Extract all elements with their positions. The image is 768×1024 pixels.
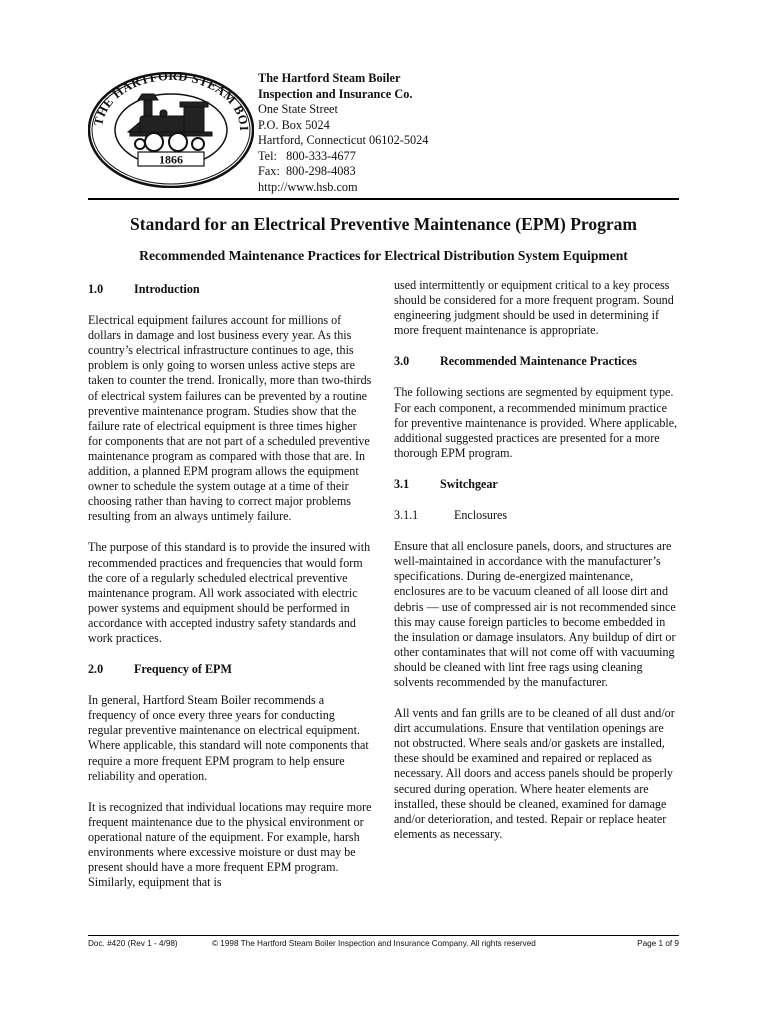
subsection-heading-3-1-1	[394, 508, 678, 523]
company-name-line2: Inspection and Insurance Co.	[258, 86, 413, 101]
paragraph: used intermittently or equipment critical to a key process should be considered for a more frequent program. Sound engineering judgment should be used in determining if more frequent maintenance is appropriate.	[394, 278, 674, 338]
header-rule	[88, 198, 679, 200]
company-fax: Fax: 800-298-4083	[258, 164, 356, 178]
section-heading-1	[88, 282, 372, 297]
footer-rule	[88, 935, 679, 936]
copyright-notice: © 1998 The Hartford Steam Boiler Inspection and Insurance Company. All rights reserved	[212, 939, 536, 948]
company-tel: Tel: 800-333-4677	[258, 148, 356, 163]
paragraph: All vents and fan grills are to be cleaned of all dust and/or dirt accumulations. Ensure that ventilation openings are not obstructed. Where seals and/or gaskets are installed, these should be examined and repaired or replaced as necessary. All doors and access panels should be properly secured during operation. Where heater elements are installed, these should be cleaned, examined for damage and/or deterioration, and tested. Repair or replace heater elements as necessary.	[394, 706, 675, 841]
section-heading-3-1	[394, 477, 678, 492]
subsection-number: 3.1.1	[394, 508, 419, 523]
company-name-line1: The Hartford Steam Boiler	[258, 71, 401, 85]
locomotive-seal-icon	[88, 72, 254, 188]
paragraph: The purpose of this standard is to provide the insured with recommended practices and frequencies that would form the core of a regularly scheduled electrical preventive maintenance program. All work associated with electric power systems and equipment should be performed in accordance with accepted industry safety standards and work practices.	[88, 540, 371, 645]
section-heading-2	[88, 662, 372, 677]
section-title: Introduction	[134, 282, 200, 296]
paragraph: Electrical equipment failures account for millions of dollars in damage and lost business every year. As this country’s electrical infrastructure continues to age, this problem is only going to worsen unless active steps are taken to counter the trend. Ironically, more than two-thirds of electrical system failures can be prevented by a routine preventive maintenance program. Studies show that the failure rate of electrical equipment is three times higher for components that are not part of a scheduled preventive maintenance program as compared with those that are. In addition, a planned EPM program allows the equipment owner to schedule the system outage at a time of their choosing rather than having to correct major problems resulting from an always untimely failure.	[88, 313, 372, 524]
section-title: Switchgear	[440, 476, 498, 491]
section-number: 3.0	[394, 354, 410, 369]
section-number: 1.0	[88, 282, 104, 296]
paragraph: In general, Hartford Steam Boiler recommends a frequency of once every three years for conducting regular preventive maintenance on electrical equipment. Where applicable, this standard will note components that require a more frequent EPM program to help ensure reliability and operation.	[88, 693, 369, 783]
page-number: Page 1 of 9	[637, 939, 679, 948]
company-po-box: P.O. Box 5024	[258, 117, 330, 132]
section-title: Frequency of EPM	[134, 662, 232, 677]
document-title: Standard for an Electrical Preventive Maintenance (EPM) Program	[130, 214, 637, 234]
subsection-title: Enclosures	[454, 508, 508, 523]
company-city: Hartford, Connecticut 06102-5024	[258, 133, 429, 147]
section-title: Recommended Maintenance Practices	[440, 354, 637, 369]
logo-year: 1866	[159, 152, 183, 167]
logo-ring-text: THE HARTFORD STEAM BOI	[91, 72, 252, 132]
left-column	[88, 282, 372, 906]
section-heading-3	[394, 354, 678, 369]
paragraph: Ensure that all enclosure panels, doors, and structures are well-maintained in accordance with the manufacturer’s specifications. During de-energized maintenance, enclosures are to be vacuum cleaned of all loose dirt and debris — use of compressed air is not recommended since this may cause foreign particles to become embedded in the insulation or damage insulators. Any buildup of dirt or other contaminates that will not come off with vacuuming should be cleaned with lint free rags using cleaning solvents recommended by the manufacturer.	[394, 539, 676, 689]
paragraph: The following sections are segmented by equipment type. For each component, a recommended minimum practice for preventive maintenance is provided. Where applicable, additional suggested practices are presented for a more thorough EPM program.	[394, 385, 678, 460]
hsb-logo	[88, 72, 254, 188]
document-subtitle: Recommended Maintenance Practices for Electrical Distribution System Equipment	[139, 248, 628, 263]
company-street: One State Street	[258, 102, 338, 116]
doc-number: Doc. #420 (Rev 1 - 4/98)	[88, 939, 178, 948]
right-column	[394, 278, 678, 858]
paragraph: It is recognized that individual locations may require more frequent maintenance due to the physical environment or operational nature of the equipment. For example, harsh environments where excessive moisture or dust may be present should have a more frequent EPM program. Similarly, equipment that is	[88, 799, 372, 890]
section-number: 3.1	[394, 476, 410, 491]
company-url[interactable]: http://www.hsb.com	[258, 179, 358, 194]
company-address-block	[258, 71, 428, 195]
section-number: 2.0	[88, 662, 104, 677]
